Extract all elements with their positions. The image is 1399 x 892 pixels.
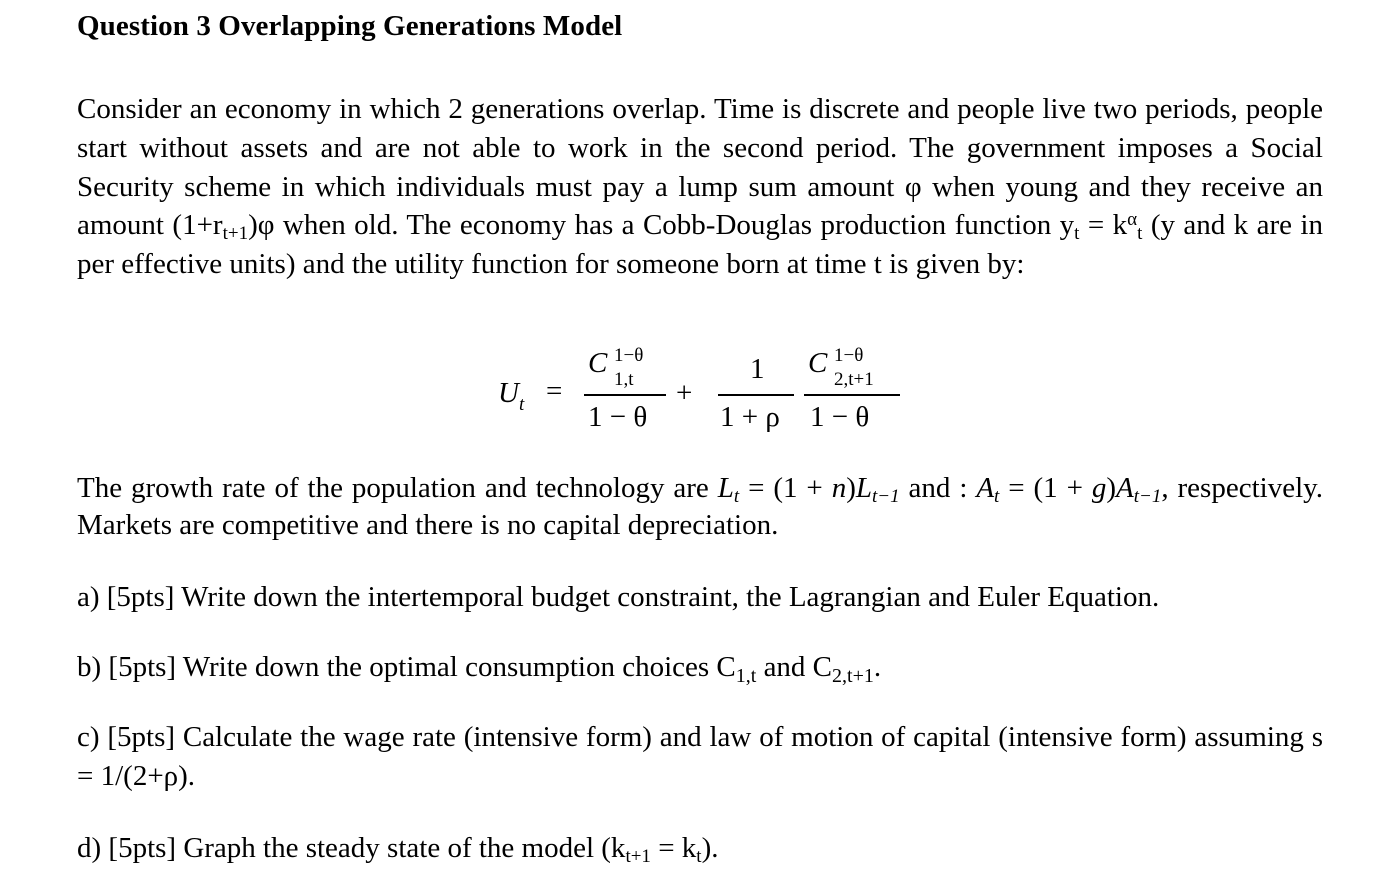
intro-text-4: (y and k are in per effective units) and the utility function for someone born at time t is given by: (77, 209, 1323, 281)
growth-L1: L (717, 472, 734, 504)
eq-equals: = (546, 375, 563, 407)
eq-plus: + (676, 377, 693, 409)
growth-g: g (1091, 472, 1107, 504)
growth-paragraph (77, 470, 1323, 544)
eq-den1: 1 − θ (588, 401, 648, 433)
intro-text-3: = k (1079, 209, 1128, 242)
growth-text-e: = (1 + (999, 472, 1092, 504)
eq-num3-sub: 2,t+1 (834, 369, 874, 390)
eq-num1-sup: 1−θ (614, 345, 644, 366)
eq-num3: C (808, 347, 828, 379)
growth-A1-sub: t (994, 486, 1000, 507)
question-b-sub2: 2,t+1 (832, 665, 874, 687)
question-b-text: b) [5pts] Write down the optimal consumption choices C (77, 651, 736, 683)
intro-sub-3: t (1137, 223, 1143, 245)
eq-lhs: U (498, 377, 519, 409)
intro-paragraph (77, 90, 1323, 284)
growth-n: n (831, 472, 847, 504)
question-b (77, 648, 1323, 687)
growth-A2-sub: t−1 (1133, 486, 1162, 507)
question-d-sub2: t (696, 846, 702, 867)
question-d (77, 829, 1323, 868)
intro-sup-3: α (1127, 209, 1138, 231)
eq-num1: C (588, 347, 608, 379)
question-d-sub1: t+1 (625, 846, 651, 867)
eq-lhs-sub: t (518, 394, 525, 415)
intro-text-1: Consider an economy in which 2 generations overlap. Time is discrete and people live two periods, people start without assets and are not able to work in the second period. The government imposes a Social Security scheme in which individuals must pay a lump sum amount φ when young and they receive an amount (1+r (77, 93, 1323, 242)
fraction-bar-2 (718, 394, 794, 396)
growth-text-a: The growth rate of the population and technology are (77, 472, 718, 504)
utility-equation (494, 345, 914, 435)
intro-sub-2: t (1074, 223, 1080, 245)
growth-L2-sub: t−1 (872, 486, 900, 507)
question-a: a) [5pts] Write down the intertemporal budget constraint, the Lagrangian and Euler Equation. (77, 581, 1160, 613)
eq-num2: 1 (750, 353, 765, 385)
eq-num1-sub: 1,t (614, 369, 634, 390)
question-c: c) [5pts] Calculate the wage rate (intensive form) and law of motion of capital (intensive form) assuming s = 1/(2+ρ). (77, 721, 1323, 792)
question-title: Question 3 Overlapping Generations Model (77, 10, 623, 42)
fraction-bar-1 (584, 394, 666, 396)
growth-text-f: ) (1106, 472, 1117, 504)
growth-text-c: ) (846, 472, 856, 504)
intro-text-2: )φ when old. The economy has a Cobb-Douglas production function y (248, 209, 1075, 242)
fraction-bar-3 (804, 394, 900, 396)
question-d-end: ). (701, 832, 719, 864)
question-d-mid: = k (650, 832, 697, 864)
question-b-end: . (873, 651, 882, 683)
growth-A1: A (976, 472, 995, 504)
growth-L1-sub: t (733, 486, 740, 507)
eq-den2: 1 + ρ (720, 401, 780, 433)
eq-den3: 1 − θ (810, 401, 870, 433)
growth-text-d: and : (899, 472, 977, 504)
eq-num3-sup: 1−θ (834, 345, 864, 366)
growth-text-b: = (1 + (739, 472, 832, 504)
growth-text-h: , respectively. Markets are competitive and there is no capital depreciation. (77, 472, 1323, 541)
growth-L2: L (855, 472, 873, 504)
question-d-text: d) [5pts] Graph the steady state of the model (k (77, 832, 626, 864)
intro-sub-1: t+1 (222, 223, 249, 245)
question-b-sub1: 1,t (735, 665, 757, 687)
question-b-mid: and C (756, 651, 833, 683)
growth-A2: A (1116, 472, 1134, 504)
